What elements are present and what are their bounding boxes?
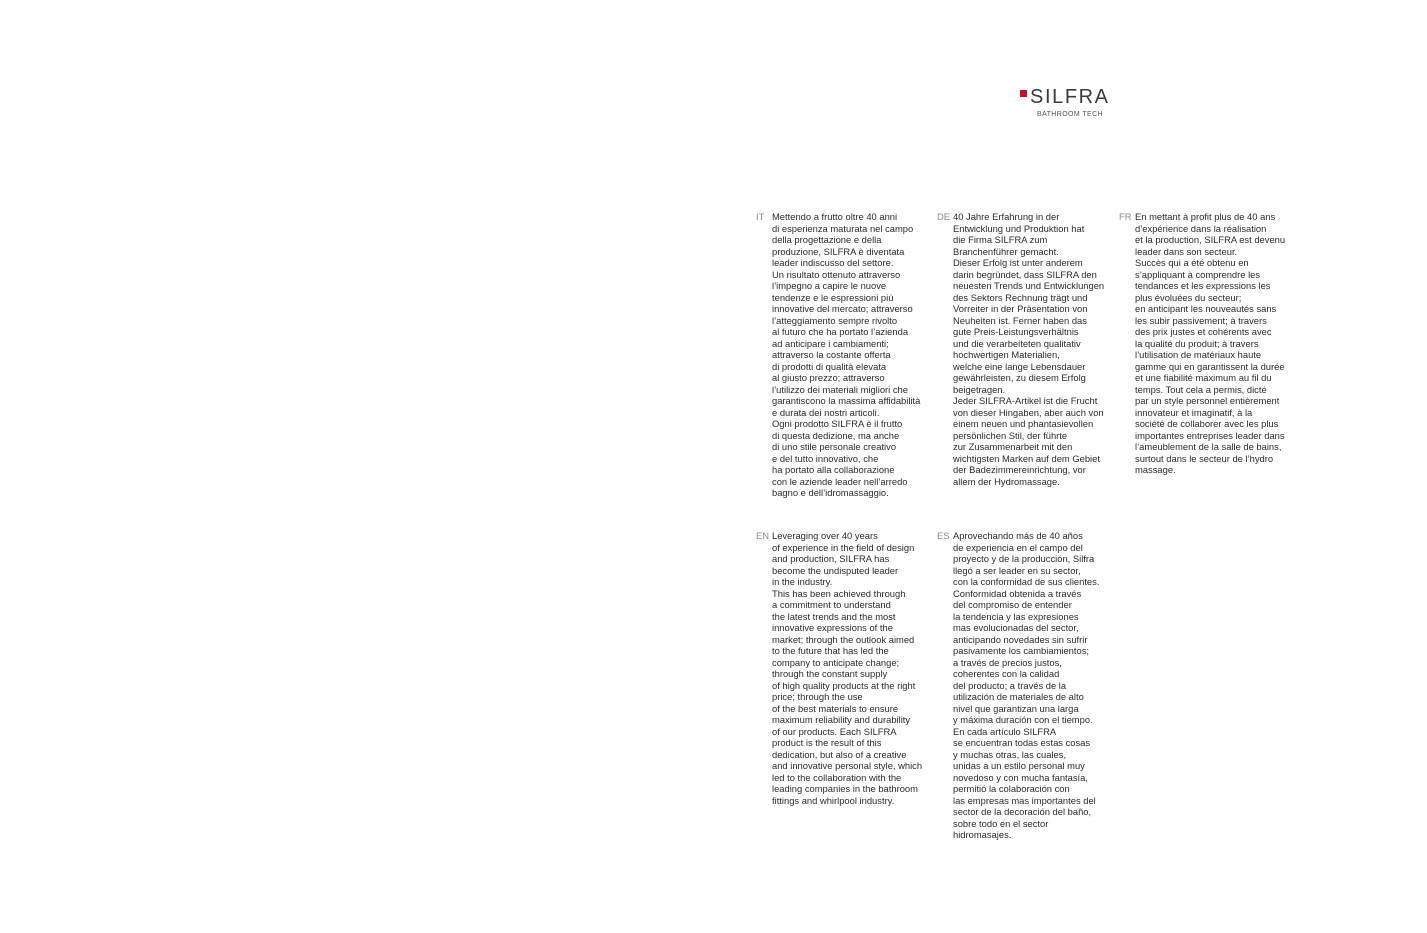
language-code: ES bbox=[937, 530, 950, 541]
text-line: of our products. Each SILFRA bbox=[772, 725, 897, 737]
text-line: coherentes con la calidad bbox=[953, 668, 1060, 679]
text-line: mas evolucionadas del sector, bbox=[953, 622, 1079, 633]
text-line: utilización de materiales de alto bbox=[953, 691, 1084, 702]
text-line: Aprovechando más de 40 años bbox=[953, 530, 1083, 541]
text-line: persönlichen Stil, der führte bbox=[953, 429, 1068, 441]
text-line: et une fiabilité maximum au fil du bbox=[1135, 372, 1272, 383]
language-code: FR bbox=[1119, 211, 1132, 222]
text-line: become the undisputed leader bbox=[772, 564, 899, 576]
text-line: Dieser Erfolg ist unter anderem bbox=[953, 257, 1083, 268]
text-line: beigetragen. bbox=[953, 383, 1006, 395]
text-line: di questa dedizione, ma anche bbox=[772, 429, 900, 441]
text-line: al giusto prezzo; attraverso bbox=[772, 372, 885, 383]
text-line: des Sektors Rechnung trägt und bbox=[953, 291, 1088, 303]
text-line: l’utilizzo dei materiali migliori che bbox=[772, 383, 908, 395]
text-line: temps. Tout cela a permis, dicté bbox=[1135, 383, 1267, 395]
text-line: led to the collaboration with the bbox=[772, 771, 902, 783]
text-line: pasivamente los cambiamientos; bbox=[953, 645, 1090, 656]
text-line: of the best materials to ensure bbox=[772, 702, 899, 714]
text-line: se encuentran todas estas cosas bbox=[953, 737, 1091, 748]
language-code: IT bbox=[756, 211, 765, 222]
paragraph bbox=[772, 211, 947, 499]
text-line: di prodotti di qualità elevata bbox=[772, 360, 887, 372]
paragraph bbox=[953, 211, 1128, 487]
text-line: tendances et les expressions les bbox=[1135, 280, 1271, 291]
text-line: En cada artículo SILFRA bbox=[953, 725, 1057, 737]
text-line: sector de la decoración del baño, bbox=[953, 806, 1092, 817]
text-line: Leveraging over 40 years bbox=[772, 530, 878, 541]
text-line: des prix justes et cohérents avec bbox=[1135, 326, 1272, 337]
text-line: anticipando novedades sin sufrir bbox=[953, 633, 1088, 645]
text-line: a commitment to understand bbox=[772, 599, 891, 610]
text-line: gewährleisten, zu diesem Erfolg bbox=[953, 372, 1086, 383]
text-line: innovateur et imaginatif, à la bbox=[1135, 406, 1253, 418]
text-line: to the future that has led the bbox=[772, 645, 889, 656]
paragraph bbox=[1135, 211, 1310, 476]
text-line: ha portato alla collaborazione bbox=[772, 464, 895, 475]
text-line: allem der Hydromassage. bbox=[953, 475, 1060, 487]
text-line: llegó a ser leader en su sector, bbox=[953, 564, 1081, 576]
text-line: darin begründet, dass SILFRA den bbox=[953, 268, 1097, 280]
text-line: permitió la colaboración con bbox=[953, 783, 1070, 794]
text-line: société de collaborer avec les plus bbox=[1135, 418, 1279, 429]
text-line: a través de precios justos, bbox=[953, 656, 1062, 668]
silfra-logo bbox=[1020, 86, 1130, 126]
text-line: al futuro che ha portato l’azienda bbox=[772, 326, 909, 337]
paragraph bbox=[772, 530, 947, 806]
text-line: massage. bbox=[1135, 464, 1176, 475]
text-line: y máxima duración con el tiempo. bbox=[953, 714, 1093, 725]
text-line: y muchas otras, las cuales, bbox=[953, 748, 1067, 760]
text-line: innovative expressions of the bbox=[772, 622, 893, 633]
text-line: wichtigsten Marken auf dem Gebiet bbox=[953, 452, 1100, 464]
language-code: EN bbox=[756, 530, 770, 541]
text-line: e durata dei nostri articoli. bbox=[772, 406, 880, 418]
text-line: price; through the use bbox=[772, 691, 863, 702]
text-line: maximum reliability and durability bbox=[772, 714, 911, 725]
text-line: novedoso y con mucha fantasía, bbox=[953, 771, 1088, 783]
text-line: gute Preis-Leistungsverhältnis bbox=[953, 326, 1079, 337]
text-line: unidas a un estilo personal muy bbox=[953, 760, 1085, 771]
text-line: leader indiscusso del settore. bbox=[772, 257, 894, 268]
text-line: s’appliquant à comprendre les bbox=[1135, 268, 1261, 280]
text-line: con le aziende leader nell’arredo bbox=[772, 475, 908, 487]
text-line: di uno stile personale creativo bbox=[772, 441, 897, 452]
text-line: ad anticipare i cambiamenti; bbox=[772, 337, 889, 349]
text-line: innovative del mercato; attraverso bbox=[772, 303, 913, 314]
text-line: welche eine lange Lebensdauer bbox=[953, 360, 1086, 372]
text-line: la qualité du produit; à travers bbox=[1135, 337, 1259, 349]
text-line: leading companies in the bathroom bbox=[772, 783, 918, 794]
text-line: zur Zusammenarbeit mit den bbox=[953, 441, 1073, 452]
text-line: l’utilisation de matériaux haute bbox=[1135, 349, 1262, 360]
text-line: l’impegno a capire le nuove bbox=[772, 280, 887, 291]
text-line: in the industry. bbox=[772, 576, 833, 587]
text-line: la tendencia y las expresiones bbox=[953, 610, 1079, 622]
text-line: product is the result of this bbox=[772, 737, 882, 748]
text-line: e del tutto innovativo, che bbox=[772, 452, 879, 464]
text-line: gamme qui en garantissent la durée bbox=[1135, 360, 1285, 372]
text-line: plus évoluées du secteur; bbox=[1135, 291, 1242, 303]
text-line: di esperienza maturata nel campo bbox=[772, 222, 914, 234]
text-line: del compromiso de entender bbox=[953, 599, 1072, 610]
text-line: l’ameublement de la salle de bains, bbox=[1135, 441, 1282, 452]
text-line: hidromasajes. bbox=[953, 829, 1012, 840]
text-line: l’atteggiamento sempre rivolto bbox=[772, 314, 898, 326]
text-line: las empresas mas importantes del bbox=[953, 794, 1096, 806]
text-line: de experiencia en el campo del bbox=[953, 541, 1083, 553]
text-line: hochwertigen Materialien, bbox=[953, 349, 1060, 360]
text-line: einem neuen und phantasievollen bbox=[953, 418, 1094, 429]
text-line: nivel que garantizan una larga bbox=[953, 702, 1079, 714]
text-line: and innovative personal style, which bbox=[772, 760, 923, 771]
text-line: del producto; a través de la bbox=[953, 679, 1067, 691]
text-line: surtout dans le secteur de l’hydro bbox=[1135, 452, 1274, 464]
text-line: of high quality products at the right bbox=[772, 679, 916, 691]
text-line: Vorreiter in der Präsentation von bbox=[953, 303, 1088, 314]
language-code: DE bbox=[937, 211, 951, 222]
text-line: Succès qui a été obtenu en bbox=[1135, 257, 1249, 268]
text-line: 40 Jahre Erfahrung in der bbox=[953, 211, 1060, 222]
text-line: und die verarbeiteten qualitativ bbox=[953, 337, 1081, 349]
text-line: Branchenführer gemacht. bbox=[953, 245, 1059, 257]
text-line: the latest trends and the most bbox=[772, 610, 896, 622]
text-line: Ogni prodotto SILFRA è il frutto bbox=[772, 418, 903, 429]
text-line: company to anticipate change; bbox=[772, 656, 900, 668]
text-line: con la conformidad de sus clientes. bbox=[953, 576, 1100, 587]
text-line: der Badezimmereinrichtung, vor bbox=[953, 464, 1086, 475]
text-line: importantes entreprises leader dans bbox=[1135, 429, 1285, 441]
text-line: and production, SILFRA has bbox=[772, 553, 890, 564]
text-line: en anticipant les nouveautés sans bbox=[1135, 303, 1277, 314]
text-line: produzione, SILFRA è diventata bbox=[772, 245, 905, 257]
text-line: die Firma SILFRA zum bbox=[953, 234, 1048, 245]
text-line: leader dans son secteur. bbox=[1135, 245, 1238, 257]
text-line: proyecto y de la producción, Silfra bbox=[953, 553, 1095, 564]
text-line: attraverso la costante offerta bbox=[772, 349, 891, 360]
text-line: bagno e dell’idromassaggio. bbox=[772, 487, 889, 498]
paragraph bbox=[953, 530, 1128, 841]
text-line: dedication, but also of a creative bbox=[772, 748, 907, 760]
text-line: Neuheiten ist. Ferner haben das bbox=[953, 314, 1087, 326]
text-line: of experience in the field of design bbox=[772, 541, 915, 553]
text-line: through the constant supply bbox=[772, 668, 888, 679]
text-line: par un style personnel entièrement bbox=[1135, 395, 1280, 406]
text-line: Un risultato ottenuto attraverso bbox=[772, 268, 901, 280]
text-line: della progettazione e della bbox=[772, 234, 882, 245]
text-line: market; through the outlook aimed bbox=[772, 633, 915, 645]
logo-tagline: BATHROOM TECH bbox=[1037, 111, 1103, 118]
text-line: neuesten Trends und Entwicklungen bbox=[953, 280, 1105, 291]
logo-wordmark: SILFRA bbox=[1030, 86, 1110, 108]
text-line: tendenze e le espressioni più bbox=[772, 291, 894, 303]
text-line: fittings and whirlpool industry. bbox=[772, 794, 895, 806]
text-line: Jeder SILFRA-Artikel ist die Frucht bbox=[953, 395, 1098, 406]
text-line: Entwicklung und Produktion hat bbox=[953, 222, 1085, 234]
text-line: d’expérience dans la réalisation bbox=[1135, 222, 1267, 234]
text-line: les subir passivement; à travers bbox=[1135, 314, 1267, 326]
text-line: Mettendo a frutto oltre 40 anni bbox=[772, 211, 898, 222]
text-line: This has been achieved through bbox=[772, 587, 906, 599]
text-line: Conformidad obtenida a través bbox=[953, 587, 1082, 599]
text-line: sobre todo en el sector bbox=[953, 817, 1049, 829]
logo-red-square-icon bbox=[1020, 90, 1027, 97]
text-line: von dieser Hingaben, aber auch von bbox=[953, 406, 1104, 418]
text-line: garantiscono la massima affidabilità bbox=[772, 395, 921, 406]
text-line: En mettant à profit plus de 40 ans bbox=[1135, 211, 1276, 222]
text-line: et la production, SILFRA est devenu bbox=[1135, 234, 1286, 245]
